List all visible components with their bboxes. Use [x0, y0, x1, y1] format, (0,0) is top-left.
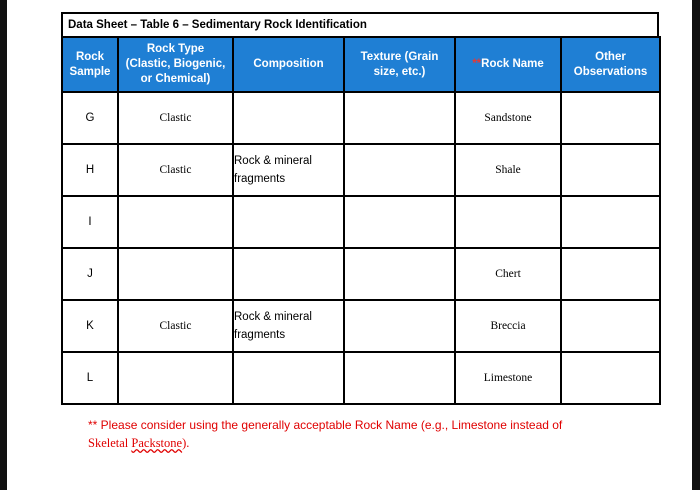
table-row [62, 352, 660, 404]
cell-other[interactable] [561, 248, 660, 300]
cell-other[interactable] [561, 300, 660, 352]
header-rock-type: Rock Type (Clastic, Biogenic, or Chemical) [118, 37, 233, 92]
table-row [62, 196, 660, 248]
cell-name[interactable]: Sandstone [455, 92, 561, 144]
rock-identification-table [61, 36, 661, 405]
cell-type[interactable]: Clastic [118, 144, 233, 196]
cell-other[interactable] [561, 196, 660, 248]
required-asterisks: ** [472, 58, 482, 70]
cell-composition[interactable]: Rock & mineral fragments [233, 144, 344, 196]
cell-composition[interactable] [233, 92, 344, 144]
cell-other[interactable] [561, 92, 660, 144]
cell-composition[interactable] [233, 352, 344, 404]
header-composition: Composition [233, 37, 344, 92]
table-title: Data Sheet – Table 6 – Sedimentary Rock Identification [61, 12, 659, 36]
cell-texture[interactable] [344, 248, 455, 300]
table-row [62, 300, 660, 352]
cell-texture[interactable] [344, 300, 455, 352]
data-sheet [61, 12, 659, 405]
cell-composition[interactable]: Rock & mineral fragments [233, 300, 344, 352]
cell-sample[interactable]: H [62, 144, 118, 196]
header-other-observations: Other Observations [561, 37, 660, 92]
cell-composition[interactable] [233, 248, 344, 300]
spellcheck-word: Packstone [131, 436, 183, 450]
cell-type[interactable] [118, 248, 233, 300]
cell-other[interactable] [561, 144, 660, 196]
table-row [62, 248, 660, 300]
cell-type[interactable]: Clastic [118, 92, 233, 144]
cell-sample[interactable]: L [62, 352, 118, 404]
cell-type[interactable] [118, 196, 233, 248]
cell-texture[interactable] [344, 196, 455, 248]
left-dark-edge [0, 0, 7, 490]
cell-sample[interactable]: G [62, 92, 118, 144]
header-texture: Texture (Grain size, etc.) [344, 37, 455, 92]
cell-texture[interactable] [344, 144, 455, 196]
header-rock-sample: Rock Sample [62, 37, 118, 92]
cell-sample[interactable]: J [62, 248, 118, 300]
cell-texture[interactable] [344, 352, 455, 404]
header-row [62, 37, 660, 92]
cell-texture[interactable] [344, 92, 455, 144]
cell-sample[interactable]: I [62, 196, 118, 248]
cell-type[interactable]: Clastic [118, 300, 233, 352]
cell-type[interactable] [118, 352, 233, 404]
cell-name[interactable]: Shale [455, 144, 561, 196]
cell-other[interactable] [561, 352, 660, 404]
header-rock-name: **Rock Name [455, 37, 561, 92]
cell-name[interactable]: Limestone [455, 352, 561, 404]
rock-name-note: ** Please consider using the generally acceptable Rock Name (e.g., Limestone instead of Skeletal Packstone). [88, 418, 563, 450]
table-row [62, 144, 660, 196]
right-dark-edge [692, 0, 700, 490]
cell-name[interactable]: Breccia [455, 300, 561, 352]
cell-name[interactable] [455, 196, 561, 248]
cell-sample[interactable]: K [62, 300, 118, 352]
cell-name[interactable]: Chert [455, 248, 561, 300]
table-row [62, 92, 660, 144]
cell-composition[interactable] [233, 196, 344, 248]
